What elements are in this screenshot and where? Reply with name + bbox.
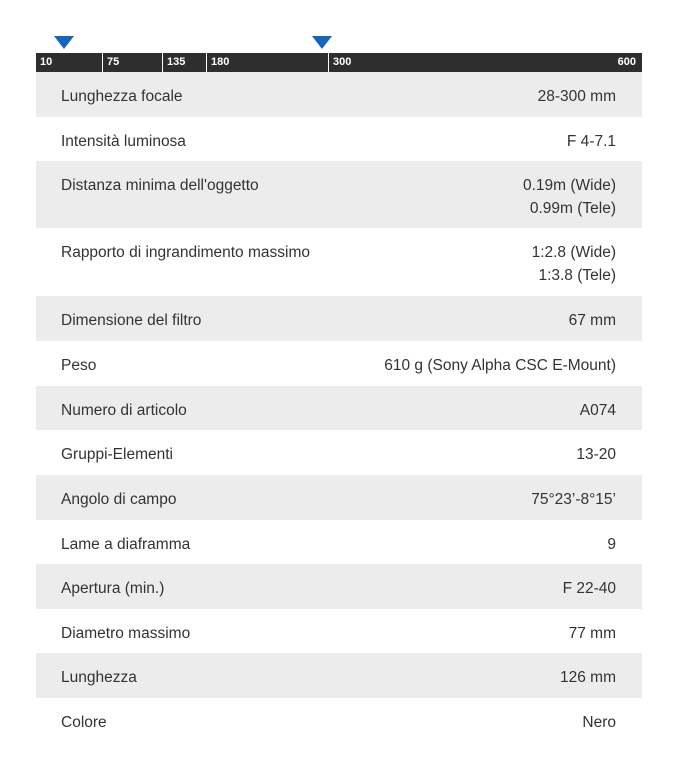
scale-tick: 600 bbox=[617, 56, 636, 68]
spec-table bbox=[36, 72, 642, 742]
spec-row bbox=[36, 653, 642, 698]
spec-value bbox=[569, 309, 616, 332]
spec-value bbox=[580, 399, 616, 422]
spec-value bbox=[384, 354, 616, 377]
spec-row bbox=[36, 564, 642, 609]
spec-value bbox=[567, 130, 616, 153]
spec-label: Lunghezza bbox=[61, 669, 137, 686]
spec-value-line: 28-300 mm bbox=[537, 88, 616, 105]
spec-value bbox=[607, 533, 616, 556]
spec-row bbox=[36, 520, 642, 564]
spec-value-line: 0.19m (Wide) bbox=[522, 177, 616, 194]
spec-value-line: 610 g (Sony Alpha CSC E-Mount) bbox=[384, 357, 616, 374]
spec-value bbox=[532, 241, 616, 287]
spec-row bbox=[36, 341, 642, 386]
spec-row bbox=[36, 117, 642, 161]
spec-value-line: 67 mm bbox=[568, 312, 616, 329]
scale-tick: 75 bbox=[102, 53, 162, 72]
spec-value-line: A074 bbox=[579, 402, 616, 419]
focal-marker-tele-icon bbox=[312, 36, 332, 49]
focal-marker-wide-icon bbox=[54, 36, 74, 49]
spec-value-line: 9 bbox=[607, 536, 616, 553]
spec-value bbox=[523, 174, 616, 220]
spec-value-line: 1:3.8 (Tele) bbox=[538, 267, 616, 284]
spec-label: Intensità luminosa bbox=[61, 133, 186, 150]
spec-value bbox=[576, 443, 616, 466]
spec-value-line: F 22-40 bbox=[562, 580, 616, 597]
spec-value-line: F 4-7.1 bbox=[566, 133, 616, 150]
spec-row bbox=[36, 386, 642, 430]
spec-value-line: 0.99m (Tele) bbox=[529, 200, 616, 217]
spec-label: Numero di articolo bbox=[61, 402, 187, 419]
scale-tick: 300 bbox=[328, 53, 388, 72]
spec-value bbox=[560, 666, 616, 689]
spec-value bbox=[582, 711, 616, 734]
spec-label: Angolo di campo bbox=[61, 491, 177, 508]
spec-label: Colore bbox=[61, 714, 107, 731]
spec-label: Dimensione del filtro bbox=[61, 312, 202, 329]
spec-value bbox=[563, 577, 616, 600]
spec-value bbox=[569, 622, 616, 645]
focal-length-scale bbox=[36, 32, 642, 72]
spec-label: Diametro massimo bbox=[61, 625, 191, 642]
spec-row bbox=[36, 609, 642, 653]
spec-value-line: Nero bbox=[582, 714, 616, 731]
spec-value-line: 1:2.8 (Wide) bbox=[531, 244, 616, 261]
scale-tick: 180 bbox=[206, 53, 328, 72]
spec-row bbox=[36, 72, 642, 117]
spec-value-line: 75°23’-8°15’ bbox=[531, 491, 616, 508]
spec-row bbox=[36, 228, 642, 296]
spec-value-line: 77 mm bbox=[568, 625, 616, 642]
spec-value bbox=[538, 85, 616, 108]
spec-row bbox=[36, 430, 642, 475]
spec-row bbox=[36, 475, 642, 520]
spec-value-line: 13-20 bbox=[576, 446, 616, 463]
spec-label: Lame a diaframma bbox=[61, 536, 191, 553]
spec-row bbox=[36, 296, 642, 341]
spec-row bbox=[36, 161, 642, 228]
spec-label: Apertura (min.) bbox=[61, 580, 165, 597]
spec-label: Peso bbox=[61, 357, 97, 374]
spec-label: Rapporto di ingrandimento massimo bbox=[61, 244, 310, 261]
spec-value-line: 126 mm bbox=[560, 669, 616, 686]
scale-tick: 135 bbox=[162, 53, 206, 72]
focal-scale-bar bbox=[36, 53, 642, 72]
spec-label: Gruppi-Elementi bbox=[61, 446, 173, 463]
spec-label: Lunghezza focale bbox=[61, 88, 183, 105]
spec-row bbox=[36, 698, 642, 742]
scale-tick: 10 bbox=[40, 56, 53, 68]
spec-label: Distanza minima dell'oggetto bbox=[61, 177, 259, 194]
spec-value bbox=[531, 488, 616, 511]
